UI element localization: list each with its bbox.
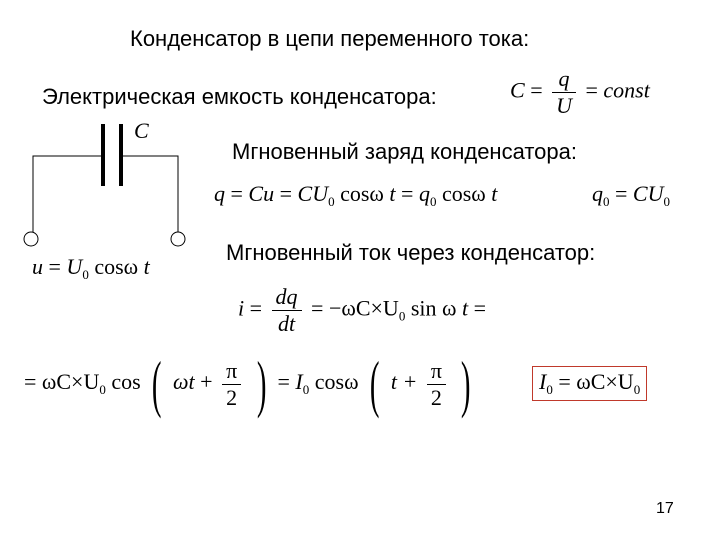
amplitude-sub: 0 bbox=[603, 194, 610, 209]
boxed-amplitude-formula bbox=[532, 366, 647, 401]
charge-eq3: = bbox=[401, 181, 414, 206]
derivative-numerator: dq bbox=[275, 284, 298, 309]
result-formula bbox=[24, 348, 477, 419]
fraction-q-over-u bbox=[552, 66, 576, 119]
formula-const: const bbox=[603, 77, 650, 103]
result-plus: + bbox=[200, 369, 213, 395]
charge-sub-b: 0 bbox=[429, 194, 437, 209]
fraction-denominator: U bbox=[552, 92, 576, 119]
result-i: I bbox=[295, 369, 303, 395]
charge-eq: = bbox=[230, 181, 243, 206]
current-label: Мгновенный ток через конденсатор: bbox=[226, 240, 596, 265]
current-sin: sin ω bbox=[410, 295, 457, 321]
derivative-denominator: dt bbox=[272, 310, 302, 337]
boxed-u-sub: 0 bbox=[633, 382, 641, 397]
charge-amplitude-formula bbox=[592, 181, 670, 210]
formula-eq2: = bbox=[585, 77, 598, 103]
result-omega-t: ωt bbox=[173, 369, 195, 395]
charge-cos: cosω bbox=[340, 181, 384, 206]
charge-t2: t bbox=[491, 181, 498, 206]
pi-denominator: 2 bbox=[222, 384, 241, 411]
charge-q: q bbox=[214, 181, 225, 206]
boxed-i-sub: 0 bbox=[546, 382, 553, 397]
paren-close: ) bbox=[256, 348, 267, 419]
charge-label: Мгновенный заряд конденсатора: bbox=[232, 139, 577, 164]
formula-eq: = bbox=[530, 77, 543, 103]
voltage-eq: = bbox=[48, 254, 61, 279]
boxed-i: I bbox=[539, 369, 547, 394]
result-lead: = ωC×U bbox=[24, 369, 100, 395]
current-t: t bbox=[461, 295, 469, 321]
current-eq3: = bbox=[473, 295, 487, 321]
capacitance-formula bbox=[510, 66, 650, 119]
capacitor-circuit-diagram bbox=[18, 114, 198, 254]
amplitude-q: q bbox=[592, 181, 603, 206]
current-eq: = bbox=[249, 295, 263, 321]
result-cos: cos bbox=[111, 369, 141, 395]
charge-formula bbox=[214, 181, 497, 210]
result-i-sub: 0 bbox=[302, 382, 310, 398]
charge-eq2: = bbox=[279, 181, 293, 206]
result-cos2: cosω bbox=[314, 369, 359, 395]
amplitude-cu: CU bbox=[632, 181, 664, 206]
amplitude-eq: = bbox=[615, 181, 628, 206]
voltage-formula bbox=[32, 254, 150, 283]
pi-numerator-2: π bbox=[430, 357, 442, 383]
charge-cu0: CU bbox=[297, 181, 329, 206]
paren-open-2: ( bbox=[369, 348, 380, 419]
boxed-eq: = ωC×U bbox=[558, 369, 634, 394]
voltage-sub: 0 bbox=[82, 267, 89, 282]
charge-sub: 0 bbox=[328, 194, 335, 209]
voltage-t: t bbox=[143, 254, 150, 279]
result-sub: 0 bbox=[99, 382, 106, 398]
capacitor-label: C bbox=[134, 118, 149, 143]
terminal-right bbox=[171, 232, 185, 246]
paren-close-2: ) bbox=[461, 348, 471, 419]
charge-t: t bbox=[389, 181, 396, 206]
page-title: Конденсатор в цепи переменного тока: bbox=[130, 26, 530, 51]
current-i: i bbox=[238, 295, 245, 321]
wire-left bbox=[33, 156, 103, 232]
current-formula bbox=[238, 284, 486, 337]
charge-cu: Cu bbox=[248, 181, 275, 206]
current-eq2: = −ωC×U bbox=[311, 295, 399, 321]
pi-denominator-2: 2 bbox=[427, 384, 446, 411]
result-eq: = bbox=[277, 369, 290, 395]
pi-numerator: π bbox=[226, 357, 238, 383]
derivative-fraction bbox=[272, 284, 302, 337]
current-sub: 0 bbox=[398, 308, 406, 324]
page-number: 17 bbox=[656, 500, 674, 517]
formula-c: C bbox=[510, 77, 525, 103]
amplitude-sub2: 0 bbox=[663, 194, 670, 209]
pi-over-2-second bbox=[427, 358, 446, 411]
result-t-plus: t + bbox=[390, 369, 418, 395]
charge-q0: q bbox=[418, 181, 430, 206]
pi-over-2 bbox=[222, 358, 241, 411]
voltage-u: u bbox=[32, 254, 43, 279]
voltage-cos: cosω bbox=[94, 254, 139, 279]
fraction-numerator: q bbox=[558, 66, 570, 91]
voltage-amplitude: U bbox=[66, 254, 83, 279]
paren-open: ( bbox=[152, 348, 162, 419]
charge-cos2: cosω bbox=[441, 181, 486, 206]
wire-right bbox=[121, 156, 178, 232]
terminal-left bbox=[24, 232, 38, 246]
capacitance-label: Электрическая емкость конденсатора: bbox=[42, 84, 437, 109]
